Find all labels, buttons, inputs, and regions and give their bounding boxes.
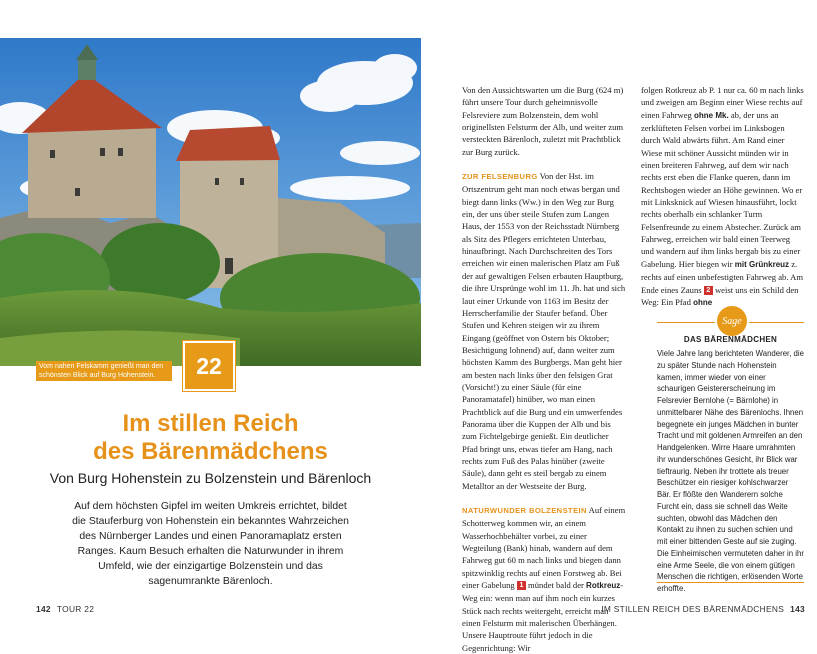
legend-rule-left (657, 322, 715, 323)
tour-overview: Von den Aussichtswarten um die Burg (624 m) führt unsere Tour durch geheimnisvolle Felsreviere zum Bolzenstein, dem wohl originellsten Felsturm der Alb, und weiter zum versteckten Bärenloch, zuletzt mit Prachtblick zur Burg zurück. (462, 85, 624, 157)
photo-caption: Vom nahen Felskamm genießt man den schönsten Blick auf Burg Hohenstein. (36, 361, 172, 381)
section-text-bolzenstein-b: mündet bald der (528, 580, 584, 591)
legend-rule-right (749, 322, 804, 323)
text-column-2 (641, 84, 804, 309)
route-text-d: weist uns ein Schild den Weg: Ein Pfad (641, 284, 799, 307)
route-text-c: z. rechts auf einen unbefestigten Fahrweg ab. Am Ende eines Zauns (641, 258, 804, 295)
chapter-title-line1: Im stillen Reich (122, 410, 299, 437)
legend-rule-bottom (657, 582, 804, 583)
sage-text: Viele Jahre lang berichteten Wanderer, die zu später Stunde nach Hohenstein kamen, immer wieder von einer schaurigen Geistererscheinung im Felsrevier Bernlohe (= Bärnlohe) in unmittelbarer Nähe des Bärenlochs. Ihnen begegnete ein junges Mädchen in bunter Tracht und mit goldenen Armreifen an den Handgelenken. Wirre Haare umrahmten ihr wunderschönes Gesicht, ihr Blick war tieftraurig. Neben ihr trottete als treuer Beschützer ein riesiger kohlschwarzer Bär. Er flößte den Wanderern solche Furcht ein, dass sie schnell das Weite suchten, obwohl das Mädchen den Kontakt zu ihnen zu suchen schien und mit einer bittenden Geste auf sie zuging. Die Einheimischen vermuteten daher in ihr eine Arme Seele, die von einem gütigen Menschen die richtigen, erlösenden Worte erhoffte. (657, 349, 804, 593)
route-bold-c: ohne (693, 297, 713, 307)
section-heading-bolzenstein: NATURWUNDER BOLZENSTEIN (462, 506, 587, 515)
left-page-number: 142 (36, 604, 51, 614)
section-felsenburg (462, 170, 626, 492)
left-folio (36, 604, 94, 614)
section-text-bolzenstein-a: Auf einem Schotterweg kommen wir, an einem Wasserhochbehälter vorbei, zu einer Wegteilung (Bank) hinab, wandern auf dem Fahrweg gut 60 m nach links und biegen dann spitzwinklig rechts auf einen Forstweg ab. Bei einer Gabelung (462, 505, 626, 591)
sage-heading: DAS BÄRENMÄDCHEN (683, 335, 778, 344)
section-heading-felsenburg: ZUR FELSENBURG (462, 172, 538, 182)
text-column-1 (462, 84, 626, 654)
waypoint-marker-1: 1 (517, 581, 526, 590)
waypoint-marker-2: 2 (704, 286, 713, 295)
route-text-a: folgen Rotkreuz ab P. 1 nur ca. 60 m nach links und zweigen am Beginn einer Wiese rechts auf einen Fahrweg (641, 85, 804, 120)
chapter-title-line2: des Bärenmädchens (93, 438, 328, 465)
section-bolzenstein (462, 504, 626, 654)
section-text-felsenburg: Von der Hst. im Ortszentrum geht man noch etwas bergan und biegt dann links (Ww.) in den Weg zur Burg ein, der uns über steile Stufen zum Langen Haus, der 1553 von der Reichsstadt Nürnberg als Sitz des Pflegers errichteten Unterbau, hinaufbringt. Nach Durchschreiten des Tors erreichen wir einen malerischen Platz am Fuß der auf gewaltigen Felsen erbauten Hauptburg, die ihre Ursprünge wohl im 11. Jh. hat und sich laut einer Urkunde von 1163 im Besitz der Herrscherfamilie der Staufer befand. Über Stufen und Kehren steigen wir zu ihrem Eingang (geöffnet von Ostern bis Oktober; Besichtigung lohnend) auf, dann weiter zum höchsten Kamm des Burgbergs. Man geht hier am besten nach links über den felsigen Grat (Vorsicht!) zu einer Säule (für eine Panoramatafel) hinüber, wo man einen Prachtblick auf die Burg und ein umwerfendes Panorama über die Kuppen der Alb und bis zum Fichtelgebirge genießt. Ein deutlicher Pfad bringt uns, etwas tiefer am Hang, nach rechts zum Fuß des Palas hinüber (zweite Säule), dann geht es steil bergab zu einem Metalltor an der Westseite der Burg. (462, 171, 626, 491)
right-running-head: IM STILLEN REICH DES BÄRENMÄDCHENS (601, 604, 785, 614)
castle-photo (0, 38, 421, 366)
route-bold-b: mit Grünkreuz (734, 259, 790, 269)
route-continuation (641, 84, 804, 309)
left-running-head: TOUR 22 (56, 604, 95, 614)
rotkreuz-label: Rotkreuz (586, 581, 621, 591)
chapter-subtitle: Von Burg Hohenstein zu Bolzenstein und Bärenloch (49, 470, 372, 486)
route-text-b: ab, der uns an zerklüfteten Felsen vorbei im Linksbogen durch Wald abwärts führt. Am Rand einer Wiese mit schöner Aussicht münden wir in einen breiteren Fahrweg, auf dem wir nach rechts erst eben die Flanke queren, dann im Rechtsbogen wieder an Höhe gewinnen. Wo er mit Linksknick auf Wiesen hinausführt, lockt rechts oberhalb ein schlanker Turm Felsenfreunde zu einem Abstecher. Zurück am Fahrweg, erreichen wir bald einen Teerweg und wandern auf ihm links bergab bis zu einer Gabelung. Hier biegen wir (641, 109, 803, 269)
route-bold-a: ohne Mk. (694, 110, 729, 120)
intro-paragraph: Auf dem höchsten Gipfel im weiten Umkreis errichtet, bildet die Stauferburg von Hohenstein ein bekanntes Wahrzeichen des Nürnberger Landes und einen Panoramaplatz ersten Ranges. Kaum Besuch erhalten die Naturwunder in ihrem Umfeld, wie der einzigartige Bolzenstein und das sagenumrankte Bärenloch. (72, 501, 349, 587)
right-page-number: 143 (790, 604, 805, 614)
section-text-bolzenstein-c: -Weg ein: wenn man auf ihm noch ein kurzes Stück nach rechts weitergeht, erreicht man einen Felsturm mit malerischen Überhängen. Unsere Hauptroute führt jedoch in die Gegenrichtung: Wir (462, 580, 624, 653)
right-folio (601, 604, 805, 614)
tour-number-badge: 22 (183, 341, 235, 391)
chapter-title (0, 410, 421, 466)
sage-badge: Sage (717, 306, 747, 336)
